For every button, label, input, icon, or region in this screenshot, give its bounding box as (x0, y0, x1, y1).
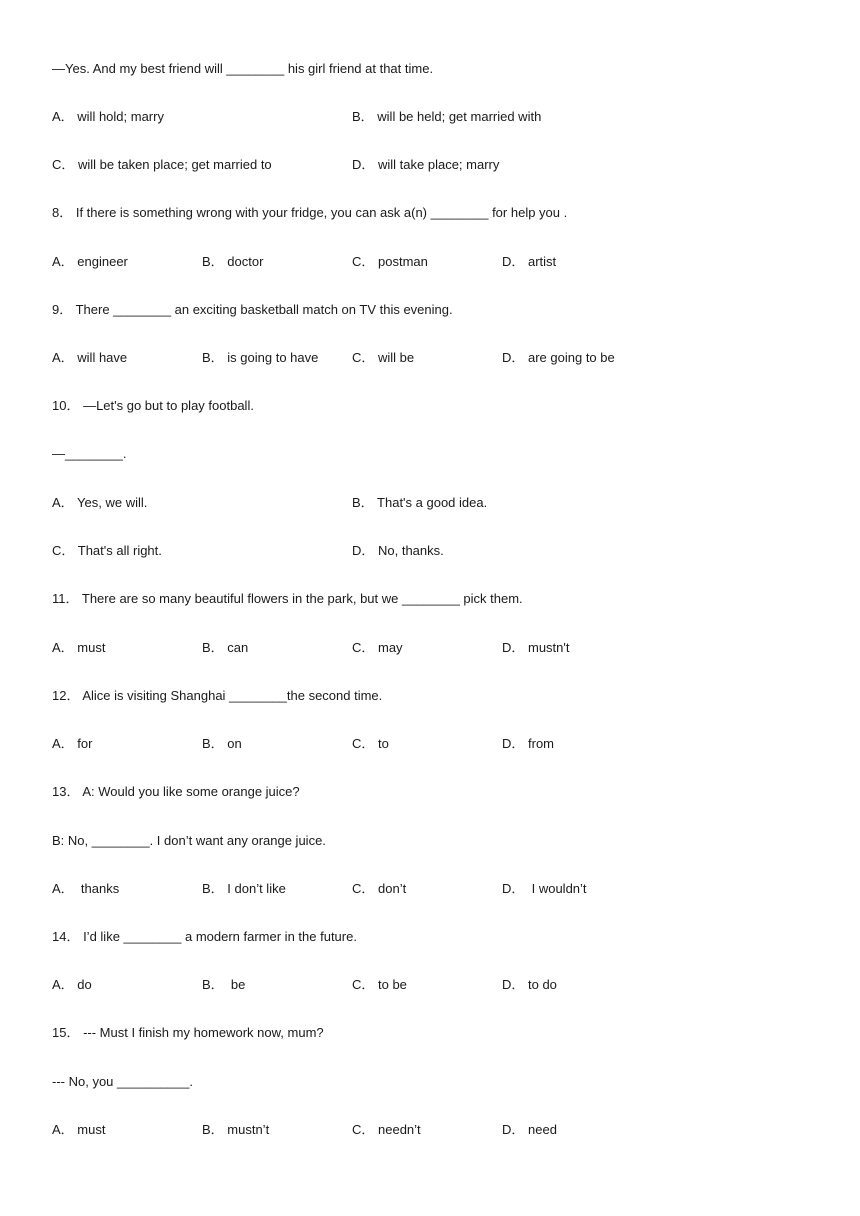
q10-option-c: C． That's all right. (52, 543, 162, 558)
q13-option-d: D． I wouldn’t (502, 881, 587, 896)
q10-response-line: —________. (52, 446, 127, 461)
q13-question: 13． A: Would you like some orange juice? (52, 784, 300, 799)
q14-option-b: B． be (202, 977, 246, 992)
q7-answer-line: —Yes. And my best friend will ________ his girl friend at that time. (52, 61, 434, 76)
q11-option-c: C． may (352, 640, 403, 655)
q15-option-b: B． mustn’t (202, 1122, 270, 1137)
q11-option-a: A． must (52, 640, 106, 655)
q9-option-b: B． is going to have (202, 350, 319, 365)
q7-option-a: A． will hold; marry (52, 109, 164, 124)
q14-option-d: D． to do (502, 977, 557, 992)
q15-option-a: A． must (52, 1122, 106, 1137)
q15-question: 15． --- Must I finish my homework now, mum? (52, 1025, 324, 1040)
q11-option-b: B． can (202, 640, 249, 655)
q10-option-b: B． That's a good idea. (352, 495, 488, 510)
q9-option-a: A． will have (52, 350, 128, 365)
q13-option-a: A． thanks (52, 881, 120, 896)
q11-question: 11． There are so many beautiful flowers in the park, but we ________ pick them. (52, 591, 523, 606)
q10-option-a: A． Yes, we will. (52, 495, 148, 510)
q15-response-line: --- No, you __________. (52, 1074, 193, 1089)
q8-option-a: A． engineer (52, 254, 128, 269)
q12-option-a: A． for (52, 736, 93, 751)
q15-option-d: D． need (502, 1122, 557, 1137)
q7-option-d: D． will take place; marry (352, 157, 500, 172)
q12-option-d: D． from (502, 736, 555, 751)
q15-option-c: C． needn’t (352, 1122, 421, 1137)
q8-question: 8． If there is something wrong with your fridge, you can ask a(n) ________ for help you . (52, 205, 568, 220)
q14-option-a: A． do (52, 977, 92, 992)
q7-option-b: B． will be held; get married with (352, 109, 542, 124)
q8-option-d: D． artist (502, 254, 557, 269)
q14-option-c: C． to be (352, 977, 407, 992)
q12-option-b: B． on (202, 736, 242, 751)
q13-option-c: C． don’t (352, 881, 407, 896)
q12-option-c: C． to (352, 736, 389, 751)
q13-response-line: B: No, ________. I don’t want any orange juice. (52, 833, 326, 848)
q9-option-d: D． are going to be (502, 350, 615, 365)
q13-option-b: B． I don’t like (202, 881, 286, 896)
q9-option-c: C． will be (352, 350, 415, 365)
q8-option-c: C． postman (352, 254, 428, 269)
q10-question: 10． —Let's go but to play football. (52, 398, 254, 413)
q10-option-d: D． No, thanks. (352, 543, 444, 558)
q7-option-c: C． will be taken place; get married to (52, 157, 272, 172)
q12-question: 12． Alice is visiting Shanghai ________the second time. (52, 688, 383, 703)
q8-option-b: B． doctor (202, 254, 264, 269)
q14-question: 14． I’d like ________ a modern farmer in the future. (52, 929, 357, 944)
q9-question: 9． There ________ an exciting basketball match on TV this evening. (52, 302, 453, 317)
q11-option-d: D． mustn't (502, 640, 570, 655)
